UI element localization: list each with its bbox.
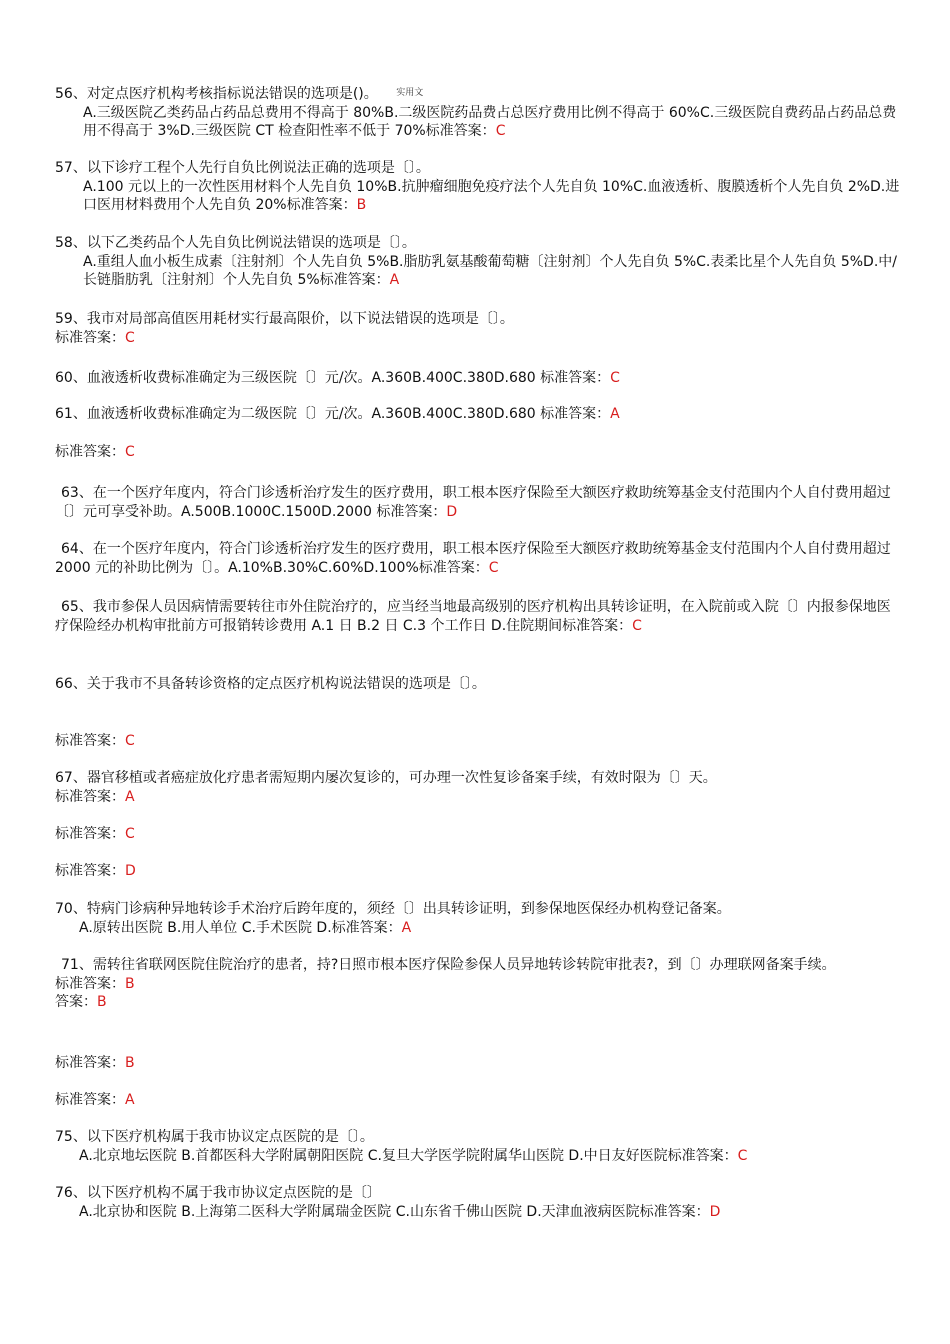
answer-74 [55, 1091, 900, 1110]
question-75-answer: C [737, 1147, 748, 1164]
question-67-stem: 67、器官移植或者癌症放化疗患者需短期内屡次复诊的，可办理一次性复诊备案手续，有效时限为〔〕天。 [55, 770, 717, 786]
header-mark: 实用文 [396, 88, 424, 98]
answer-69-value: D [125, 863, 136, 879]
question-59-answer: C [125, 329, 135, 346]
answer-62 [55, 443, 900, 462]
question-61-text: 61、血液透析收费标准确定为二级医院〔〕元/次。A.360B.400C.380D.680 标准答案： [55, 406, 611, 422]
question-65 [55, 598, 900, 635]
question-56 [55, 84, 900, 141]
question-63-answer: D [446, 503, 458, 520]
question-60-text: 60、血液透析收费标准确定为三级医院〔〕元/次。A.360B.400C.380D.680 标准答案： [55, 370, 611, 386]
question-64-text: 64、在一个医疗年度内，符合门诊透析治疗发生的医疗费用，职工根本医疗保险至大额医疗救助统筹基金支付范围内个人自付费用超过 2000 元的补助比例为〔〕。A.10%B.30%C.60%D.100%标准答案： [55, 541, 891, 576]
question-70 [55, 900, 900, 937]
answer-68-value: C [125, 826, 135, 842]
question-71-answer: B [125, 975, 135, 992]
question-71-stem: 71、需转往省联网医院住院治疗的患者，持?日照市根本医疗保险参保人员异地转诊转院审批表?，到〔〕办理联网备案手续。 [61, 957, 836, 973]
question-76 [55, 1184, 900, 1221]
question-75 [55, 1128, 900, 1165]
question-57-answer: B [356, 197, 367, 213]
question-58 [55, 234, 900, 290]
question-66 [55, 675, 900, 694]
question-70-options: A.原转出医院 B.用人单位 C.手术医院 D.标准答案： [79, 919, 402, 936]
question-59-answer-label: 标准答案： [55, 329, 125, 346]
question-70-stem: 70、特病门诊病种异地转诊手术治疗后跨年度的，须经〔〕出具转诊证明，到参保地医保经办机构登记备案。 [55, 901, 731, 917]
question-59-stem: 59、我市对局部高值医用耗材实行最高限价，以下说法错误的选项是〔〕。 [55, 311, 514, 327]
question-58-options: A.重组人血小板生成素〔注射剂〕个人先自负 5%B.脂肪乳氨基酸葡萄糖〔注射剂〕个人先自负 5%C.表柔比星个人先自负 5%D.中/长链脂肪乳〔注射剂〕个人先自负 5%标准答案： [83, 253, 897, 288]
answer-68-label: 标准答案： [55, 826, 125, 842]
answer-69-label: 标准答案： [55, 863, 125, 879]
question-59 [55, 310, 900, 347]
question-57 [55, 159, 900, 215]
answer-73-label: 标准答案： [55, 1055, 125, 1071]
question-67-answer-label: 标准答案： [55, 788, 125, 805]
question-76-answer: D [709, 1203, 721, 1220]
question-63 [55, 484, 900, 521]
question-57-options: A.100 元以上的一次性医用材料个人先自负 10%B.抗肿瘤细胞免疫疗法个人先自负 10%C.血液透析、腹膜透析个人先自负 2%D.进口医用材料费用个人先自负 20%标准答案： [83, 178, 900, 213]
question-66-stem: 66、关于我市不具备转诊资格的定点医疗机构说法错误的选项是〔〕。 [55, 676, 486, 692]
answer-62-label: 标准答案： [55, 444, 125, 460]
question-71-answer-label: 标准答案： [55, 975, 125, 992]
answer-68 [55, 825, 900, 844]
question-60-answer: C [610, 370, 620, 386]
question-64 [55, 540, 900, 577]
question-57-stem: 57、以下诊疗工程个人先行自负比例说法正确的选项是〔〕。 [55, 160, 430, 176]
question-71-answer-label-2: 答案： [55, 994, 97, 1010]
question-56-answer: C [495, 123, 506, 139]
question-71-answer-2: B [97, 994, 107, 1010]
answer-69 [55, 862, 900, 881]
question-65-answer: C [632, 617, 642, 634]
question-67-answer: A [125, 788, 135, 805]
question-70-answer: A [401, 919, 412, 936]
answer-73-value: B [125, 1055, 135, 1071]
question-56-stem: 56、对定点医疗机构考核指标说法错误的选项是()。 [55, 86, 378, 102]
question-64-answer: C [488, 559, 499, 576]
question-66-answer-line [55, 732, 900, 751]
question-76-stem: 76、以下医疗机构不属于我市协议定点医院的是〔〕 [55, 1185, 381, 1201]
question-67 [55, 769, 900, 806]
question-65-text: 65、我市参保人员因病情需要转往市外住院治疗的，应当经当地最高级别的医疗机构出具转诊证明，在入院前或入院〔〕内报参保地医疗保险经办机构审批前方可报销转诊费用 A.1 日 B.2 日 C.3 个工作日 D.住院期间标准答案： [55, 599, 891, 634]
answer-74-value: A [125, 1092, 135, 1108]
question-56-options: A.三级医院乙类药品占药品总费用不得高于 80%B.二级医院药品费占总医疗费用比例不得高于 60%C.三级医院自费药品占药品总费用不得高于 3%D.三级医院 CT 检查阳性率不低于 70%标准答案： [83, 104, 897, 139]
question-61-answer: A [610, 406, 620, 422]
question-76-options: A.北京协和医院 B.上海第二医科大学附属瑞金医院 C.山东省千佛山医院 D.天津血液病医院标准答案： [79, 1203, 710, 1220]
question-75-stem: 75、以下医疗机构属于我市协议定点医院的是〔〕。 [55, 1129, 374, 1145]
question-58-stem: 58、以下乙类药品个人先自负比例说法错误的选项是〔〕。 [55, 235, 416, 251]
answer-62-value: C [125, 444, 135, 460]
answer-73 [55, 1054, 900, 1073]
question-58-answer: A [389, 272, 400, 288]
answer-74-label: 标准答案： [55, 1092, 125, 1108]
question-63-text: 63、在一个医疗年度内，符合门诊透析治疗发生的医疗费用，职工根本医疗保险至大额医疗救助统筹基金支付范围内个人自付费用超过〔〕元可享受补助。A.500B.1000C.1500D.2000 标准答案： [55, 485, 891, 520]
question-61 [55, 405, 900, 424]
question-71 [55, 956, 900, 1012]
question-66-answer: C [125, 733, 135, 749]
question-60 [55, 369, 900, 388]
question-75-options: A.北京地坛医院 B.首都医科大学附属朝阳医院 C.复旦大学医学院附属华山医院 D.中日友好医院标准答案： [79, 1147, 738, 1164]
question-66-answer-label: 标准答案： [55, 733, 125, 749]
